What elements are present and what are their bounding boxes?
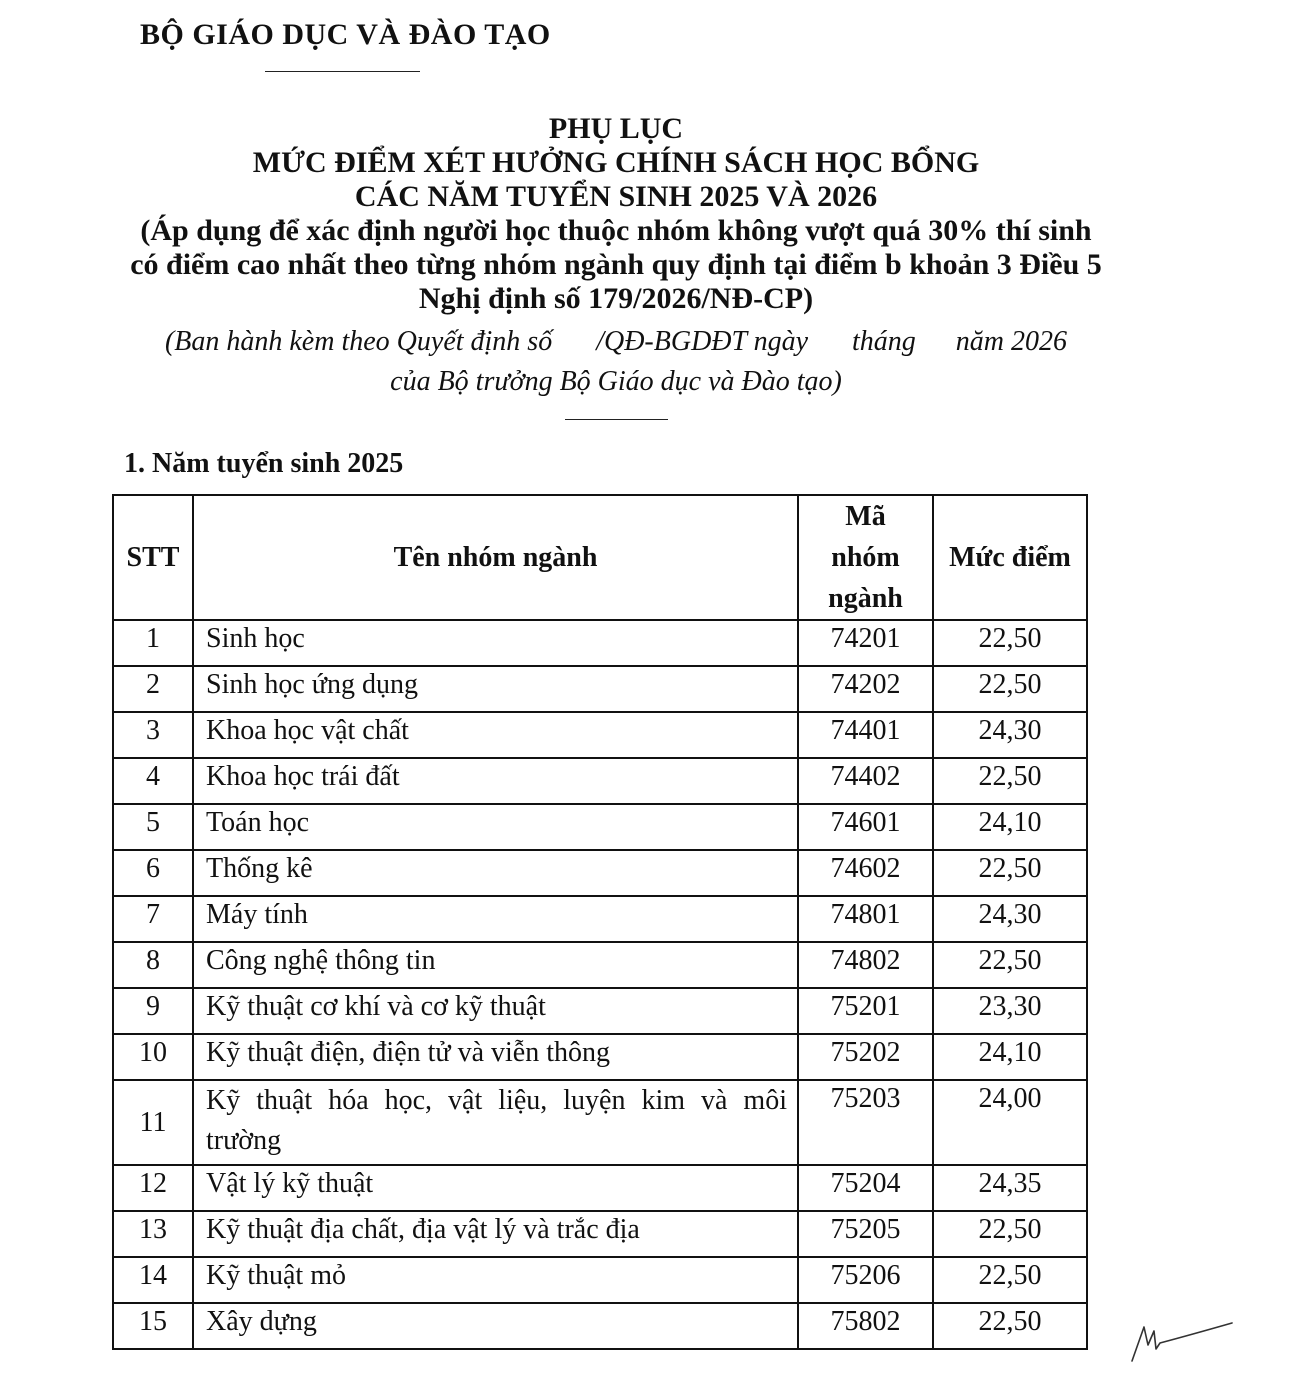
header-code-line-2: nhóm bbox=[831, 542, 900, 573]
cell-code: 74202 bbox=[798, 666, 933, 712]
cell-name: Kỹ thuật điện, điện tử và viễn thông bbox=[193, 1034, 798, 1080]
cell-code: 75203 bbox=[798, 1080, 933, 1165]
cell-stt: 6 bbox=[113, 850, 193, 896]
cell-stt: 4 bbox=[113, 758, 193, 804]
table-row bbox=[113, 758, 1087, 804]
cell-score: 22,50 bbox=[933, 1257, 1087, 1303]
cell-score: 24,35 bbox=[933, 1165, 1087, 1211]
header-code bbox=[798, 495, 933, 620]
table-row bbox=[113, 804, 1087, 850]
cell-stt: 10 bbox=[113, 1034, 193, 1080]
cell-code: 75202 bbox=[798, 1034, 933, 1080]
cell-score: 24,30 bbox=[933, 712, 1087, 758]
section-title: 1. Năm tuyển sinh 2025 bbox=[124, 448, 404, 479]
cell-code: 74602 bbox=[798, 850, 933, 896]
cell-score: 24,00 bbox=[933, 1080, 1087, 1165]
cell-name: Sinh học ứng dụng bbox=[193, 666, 798, 712]
title-divider bbox=[565, 419, 668, 420]
cell-stt: 7 bbox=[113, 896, 193, 942]
cell-stt: 1 bbox=[113, 620, 193, 666]
issuance-line-2: của Bộ trưởng Bộ Giáo dục và Đào tạo) bbox=[390, 366, 842, 397]
cell-code: 74601 bbox=[798, 804, 933, 850]
cell-code: 75206 bbox=[798, 1257, 933, 1303]
table-row bbox=[113, 1303, 1087, 1349]
cell-code: 75204 bbox=[798, 1165, 933, 1211]
table-row bbox=[113, 896, 1087, 942]
cell-score: 22,50 bbox=[933, 942, 1087, 988]
cell-name: Kỹ thuật mỏ bbox=[193, 1257, 798, 1303]
header-code-line-1: Mã bbox=[845, 501, 886, 532]
table-row bbox=[113, 850, 1087, 896]
title-line-4: (Áp dụng để xác định người học thuộc nhóm không vượt quá 30% thí sinh bbox=[140, 214, 1092, 247]
cell-stt: 3 bbox=[113, 712, 193, 758]
cell-stt: 13 bbox=[113, 1211, 193, 1257]
cell-name: Kỹ thuật hóa học, vật liệu, luyện kim và môi trường bbox=[193, 1080, 798, 1165]
cell-stt: 12 bbox=[113, 1165, 193, 1211]
cell-name: Khoa học trái đất bbox=[193, 758, 798, 804]
table-row bbox=[113, 1257, 1087, 1303]
table-row bbox=[113, 1034, 1087, 1080]
cell-name: Khoa học vật chất bbox=[193, 712, 798, 758]
title-line-1: PHỤ LỤC bbox=[548, 112, 684, 145]
table-row bbox=[113, 712, 1087, 758]
cell-name: Vật lý kỹ thuật bbox=[193, 1165, 798, 1211]
cell-stt: 14 bbox=[113, 1257, 193, 1303]
table-row bbox=[113, 1165, 1087, 1211]
cell-stt: 15 bbox=[113, 1303, 193, 1349]
cell-stt: 5 bbox=[113, 804, 193, 850]
cell-code: 74801 bbox=[798, 896, 933, 942]
cell-score: 22,50 bbox=[933, 758, 1087, 804]
table-row bbox=[113, 620, 1087, 666]
cell-stt: 2 bbox=[113, 666, 193, 712]
cell-code: 74402 bbox=[798, 758, 933, 804]
ministry-name: BỘ GIÁO DỤC VÀ ĐÀO TẠO bbox=[140, 18, 551, 51]
cell-code: 75205 bbox=[798, 1211, 933, 1257]
cell-name: Kỹ thuật cơ khí và cơ kỹ thuật bbox=[193, 988, 798, 1034]
title-line-6: Nghị định số 179/2026/NĐ-CP) bbox=[418, 282, 814, 315]
cell-name: Toán học bbox=[193, 804, 798, 850]
document-title bbox=[0, 112, 1232, 316]
cell-name: Xây dựng bbox=[193, 1303, 798, 1349]
cell-code: 74401 bbox=[798, 712, 933, 758]
table-header-row bbox=[113, 495, 1087, 620]
table-row bbox=[113, 1080, 1087, 1165]
title-line-5: có điểm cao nhất theo từng nhóm ngành quy định tại điểm b khoản 3 Điều 5 bbox=[130, 248, 1102, 281]
issuance-note bbox=[0, 322, 1232, 402]
cell-name: Công nghệ thông tin bbox=[193, 942, 798, 988]
cell-stt: 9 bbox=[113, 988, 193, 1034]
table-row bbox=[113, 942, 1087, 988]
header-code-line-3: ngành bbox=[828, 583, 903, 614]
cell-score: 22,50 bbox=[933, 850, 1087, 896]
cell-name: Sinh học bbox=[193, 620, 798, 666]
score-table bbox=[112, 494, 1088, 1350]
cell-score: 24,10 bbox=[933, 804, 1087, 850]
cell-score: 24,10 bbox=[933, 1034, 1087, 1080]
issuance-part-1: (Ban hành kèm theo Quyết định số bbox=[164, 326, 553, 357]
table-row bbox=[113, 666, 1087, 712]
title-line-3: CÁC NĂM TUYỂN SINH 2025 VÀ 2026 bbox=[354, 180, 878, 213]
cell-code: 74201 bbox=[798, 620, 933, 666]
cell-name: Thống kê bbox=[193, 850, 798, 896]
issuance-line-1 bbox=[0, 322, 1232, 362]
issuance-part-3: tháng bbox=[852, 326, 916, 357]
cell-name: Kỹ thuật địa chất, địa vật lý và trắc địa bbox=[193, 1211, 798, 1257]
cell-score: 22,50 bbox=[933, 666, 1087, 712]
table-row bbox=[113, 988, 1087, 1034]
header-score: Mức điểm bbox=[933, 495, 1087, 620]
cell-name: Máy tính bbox=[193, 896, 798, 942]
table-row bbox=[113, 1211, 1087, 1257]
ministry-underline bbox=[265, 71, 420, 72]
cell-stt: 8 bbox=[113, 942, 193, 988]
cell-score: 23,30 bbox=[933, 988, 1087, 1034]
header-stt: STT bbox=[113, 495, 193, 620]
cell-code: 74802 bbox=[798, 942, 933, 988]
title-line-2: MỨC ĐIỂM XÉT HƯỞNG CHÍNH SÁCH HỌC BỔNG bbox=[252, 146, 980, 179]
cell-score: 22,50 bbox=[933, 620, 1087, 666]
issuance-part-2: /QĐ-BGDĐT ngày bbox=[596, 326, 809, 357]
signature-mark bbox=[1130, 1315, 1235, 1365]
cell-score: 22,50 bbox=[933, 1303, 1087, 1349]
cell-code: 75802 bbox=[798, 1303, 933, 1349]
cell-score: 22,50 bbox=[933, 1211, 1087, 1257]
issuance-part-4: năm 2026 bbox=[955, 326, 1068, 357]
header-name: Tên nhóm ngành bbox=[193, 495, 798, 620]
cell-score: 24,30 bbox=[933, 896, 1087, 942]
cell-code: 75201 bbox=[798, 988, 933, 1034]
cell-stt: 11 bbox=[113, 1080, 193, 1165]
